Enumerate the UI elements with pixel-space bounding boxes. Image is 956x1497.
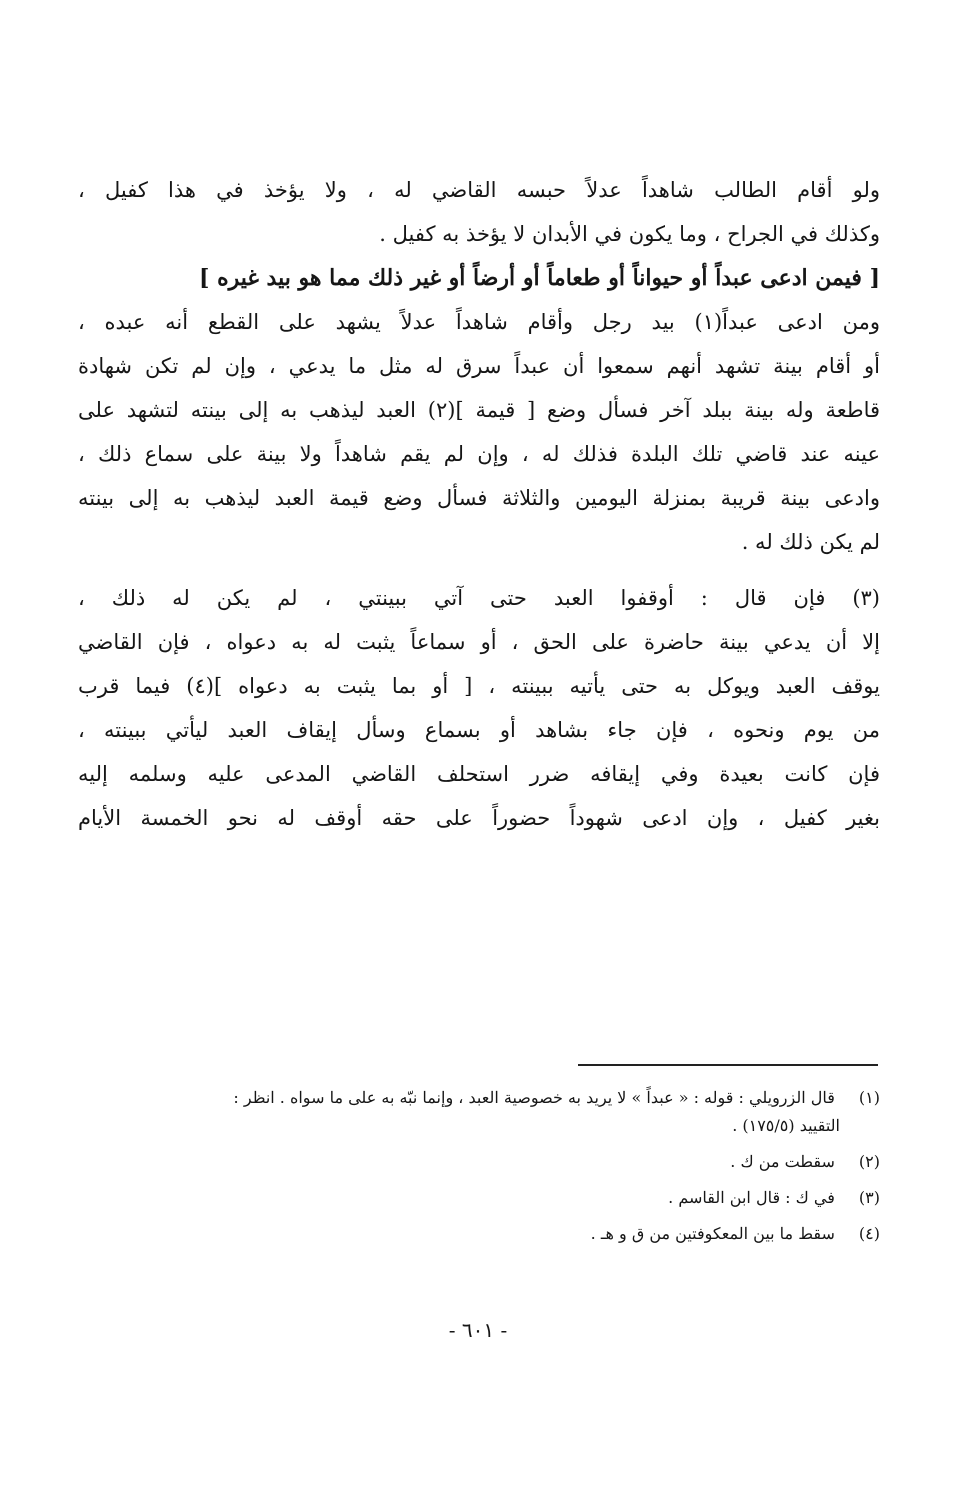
text-line: وكذلك في الجراح ، وما يكون في الأبدان لا يؤخذ به كفيل . [379,222,880,246]
text-line: (٣) فإن قال : أوقفوا العبد حتى آتي ببينتي ، لم يكن له ذلك ، [78,586,880,610]
text-line: يوقف العبد ويوكل به حتى يأتيه ببينته ، [ أو بما يثبت به دعواه ](٤) فيما قرب [78,674,880,698]
text-line: قاطعة وله بينة ببلد آخر فسأل وضع [ قيمة ](٢) العبد ليذهب به إلى بينته لتشهد على [78,398,880,422]
page-number: - ٦٠١ - [448,1318,508,1342]
text-line: فإن كانت بعيدة وفي إيقافه ضرر استحلف القاضي المدعى عليه وسلمه إليه [78,762,880,786]
text-line: إلا أن يدعي بينة حاضرة على الحق ، أو سماعاً يثبت له به دعواه ، فإن القاضي [78,630,880,654]
text-line: وادعى بينة قريبة بمنزلة اليومين والثلاثة فسأل وضع قيمة العبد ليذهب به إلى بينته [78,486,880,510]
footnote-1 [78,1084,880,1140]
footnote-4 [78,1220,880,1248]
footnote-number: (٣) [858,1188,880,1207]
footnote-text: في ك : قال ابن القاسم . [668,1188,835,1207]
footnote-3 [78,1184,880,1212]
footnote-number: (١) [858,1088,880,1107]
footnote-text: سقطت من ك . [730,1152,835,1171]
footnote-continuation: التقييد (١٧٥/٥) . [732,1116,840,1135]
text-line: أو أقام بينة تشهد أنهم سمعوا أن عبداً سرق له مثل ما يدعي ، وإن لم تكن شهادة [78,354,880,378]
text-line: بغير كفيل ، وإن ادعى شهوداً حضوراً على حقه أوقف له نحو الخمسة الأيام [78,806,880,830]
text-line: ومن ادعى عبداً(١) بيد رجل وأقام شاهداً عدلاً يشهد على القطع أنه عبده ، [78,310,880,334]
section-heading: [ فيمن ادعى عبداً أو حيواناً أو طعاماً أو أرضاً أو غير ذلك مما هو بيد غيره ] [199,265,880,291]
footnote-separator [578,1064,878,1066]
paragraph-1 [78,168,880,256]
text-line: عينه عند قاضي تلك البلدة فذلك له ، وإن لم يقم شاهداً ولا بينة على سماع ذلك ، [78,442,880,466]
footnote-2 [78,1148,880,1176]
text-line: من يوم ونحوه ، فإن جاء بشاهد أو بسماع وسأل إيقاف العبد ليأتي ببينته ، [78,718,880,742]
paragraph-2 [78,300,880,564]
text-line: ولو أقام الطالب شاهداً عدلاً حبسه القاضي له ، ولا يؤخذ في هذا كفيل ، [78,178,880,202]
footnote-text: سقط ما بين المعكوفتين من ق و هـ . [590,1224,835,1243]
paragraph-gap [78,564,880,576]
text-line: لم يكن ذلك له . [741,530,880,554]
paragraph-3 [78,576,880,840]
main-text [78,168,880,840]
footnotes [78,1084,880,1256]
footnote-number: (٤) [858,1224,880,1243]
footnote-text: قال الزرويلي : قوله : « عبداً » لا يريد به خصوصية العبد ، وإنما نبّه به على ما سواه . انظر : [233,1088,835,1107]
footnote-number: (٢) [858,1152,880,1171]
